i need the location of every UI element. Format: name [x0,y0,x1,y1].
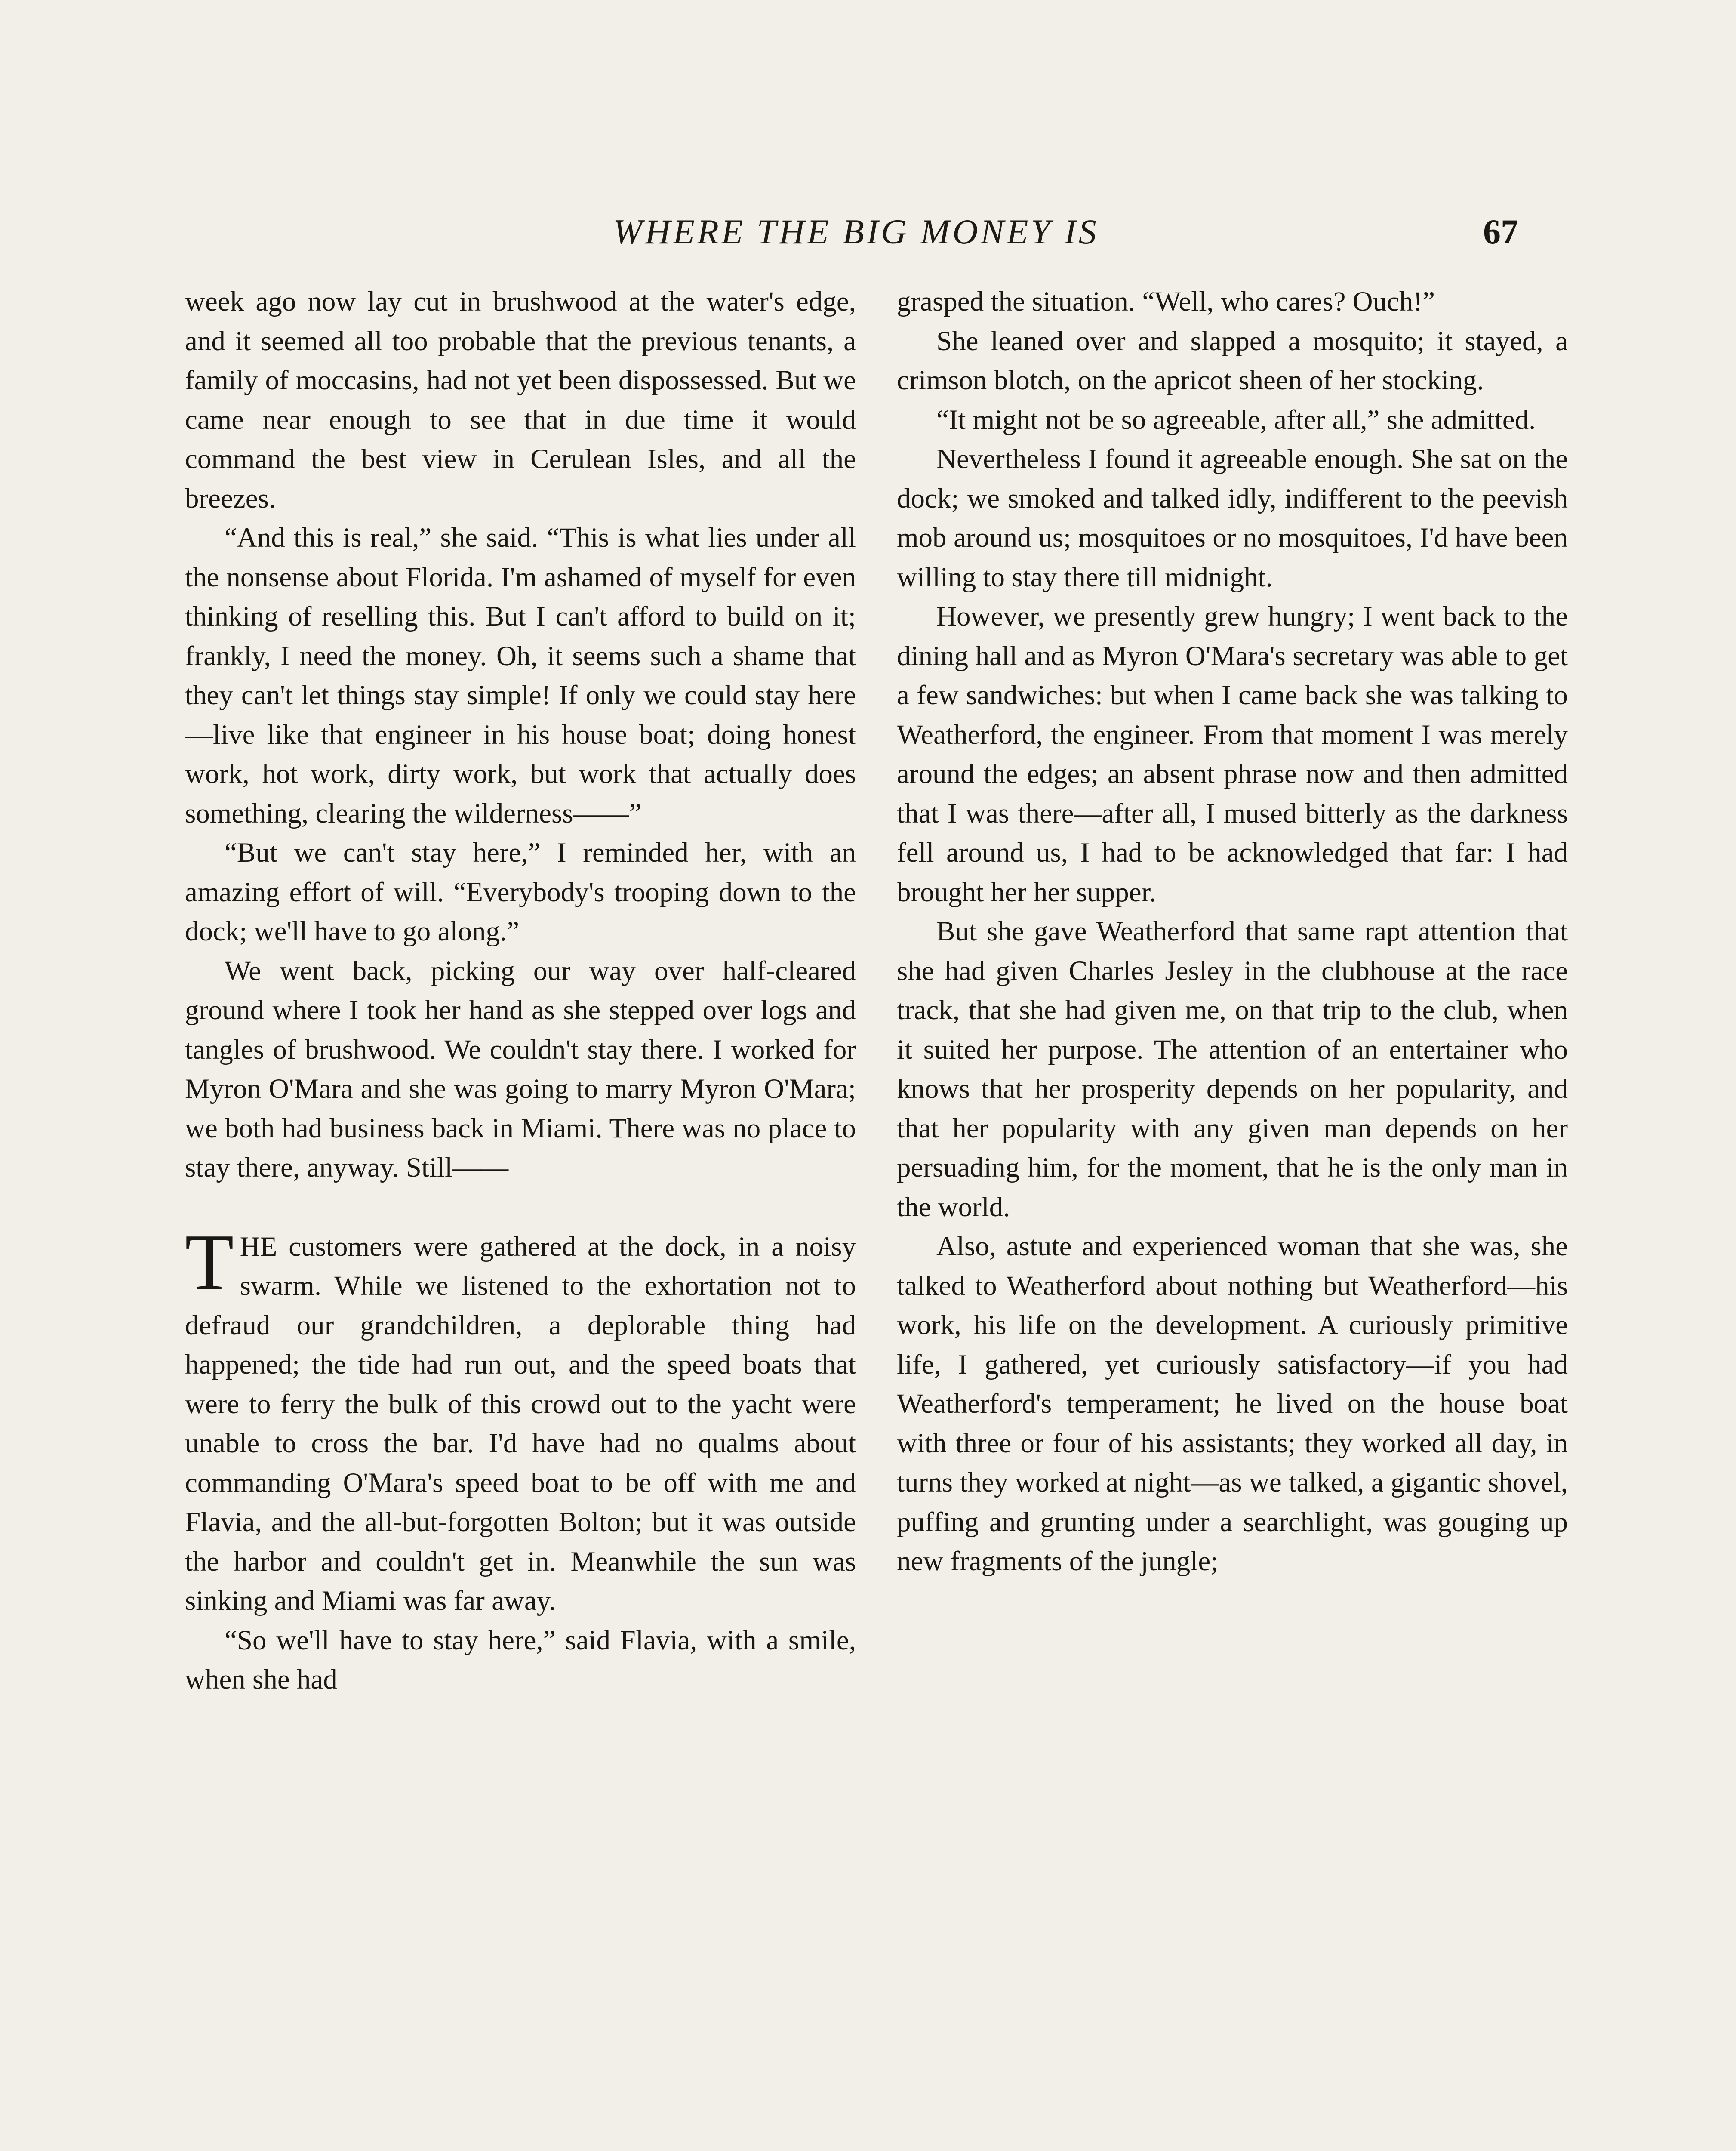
paragraph: “It might not be so agreeable, after all,” she admitted. [936,404,1536,435]
paragraph: “So we'll have to stay here,” said Flavia, with a smile, when she had [185,1624,856,1695]
right-column [897,282,1568,1581]
paragraph: But she gave Weatherford that same rapt attention that she had given Charles Jesley in the clubhouse at the race track, that she had given me, on that trip to the club, when it suited her purpose. The attention of an entertainer who knows that her prosperity depends on her popularity, and that her popularity with any given man depends on her persuading him, for the moment, that he is the only man in the world. [897,916,1568,1223]
page-header [185,208,1518,260]
paragraph: We went back, picking our way over half-cleared ground where I took her hand as she stepped over logs and tangles of brushwood. We couldn't stay there. I worked for Myron O'Mara and she was going to marry Myron O'Mara; we both had business back in Miami. There was no place to stay there, anyway. Still—— [185,955,856,1183]
paragraph: grasped the situation. “Well, who cares? Ouch!” [897,286,1435,317]
paragraph-text: HE customers were gathered at the dock, in a noisy swarm. While we listened to the exhortation not to defraud our grandchildren, a deplorable thing had happened; the tide had run out, and the speed boats that were to ferry the bulk of this crowd out to the yacht were unable to cross the bar. I'd have had no qualms about commanding O'Mara's speed boat to be off with me and Flavia, and the all-but-forgotten Bolton; but it was outside the harbor and couldn't get in. Meanwhile the sun was sinking and Miami was far away. [185,1231,856,1616]
paragraph: week ago now lay cut in brushwood at the water's edge, and it seemed all too probable that the previous tenants, a family of moccasins, had not yet been dispossessed. But we came near enough to see that in due time it would command the best view in Cerulean Isles, and all the breezes. [185,286,856,514]
drop-cap: T [185,1217,234,1307]
running-title: WHERE THE BIG MONEY IS [613,212,1099,251]
section-paragraph [185,1217,856,1621]
paragraph: “And this is real,” she said. “This is what lies under all the nonsense about Florida. I'm ashamed of myself for even thinking of reselling this. But I can't afford to build on it; frankly, I need the money. Oh, it seems such a shame that they can't let things stay simple! If only we could stay here—live like that engineer in his house boat; doing honest work, hot work, dirty work, but work that actually does something, clearing the wilderness——” [185,522,856,829]
page-number: 67 [1483,212,1518,251]
paragraph: Nevertheless I found it agreeable enough. She sat on the dock; we smoked and talked idly, indifferent to the peevish mob around us; mosquitoes or no mosquitoes, I'd have been willing to stay there till midnight. [897,444,1568,593]
paragraph: “But we can't stay here,” I reminded her, with an amazing effort of will. “Everybody's trooping down to the dock; we'll have to go along.” [185,837,856,947]
paragraph: However, we presently grew hungry; I went back to the dining hall and as Myron O'Mara's secretary was able to get a few sandwiches: but when I came back she was talking to Weatherford, the engineer. From that moment I was merely around the edges; an absent phrase now and then admitted that I was there—after all, I mused bitterly as the darkness fell around us, I had to be acknowledged that far: I had brought her her supper. [897,601,1568,908]
left-column [185,282,856,1700]
paragraph: She leaned over and slapped a mosquito; it stayed, a crimson blotch, on the apricot sheen of her stocking. [897,325,1568,396]
paragraph: Also, astute and experienced woman that she was, she talked to Weatherford about nothing but Weatherford—his work, his life on the development. A curiously primitive life, I gathered, yet curiously satisfactory—if you had Weatherford's temperament; he lived on the house boat with three or four of his assistants; they worked all day, in turns they worked at night—as we talked, a gigantic shovel, puffing and grunting under a searchlight, was gouging up new fragments of the jungle; [897,1231,1568,1577]
